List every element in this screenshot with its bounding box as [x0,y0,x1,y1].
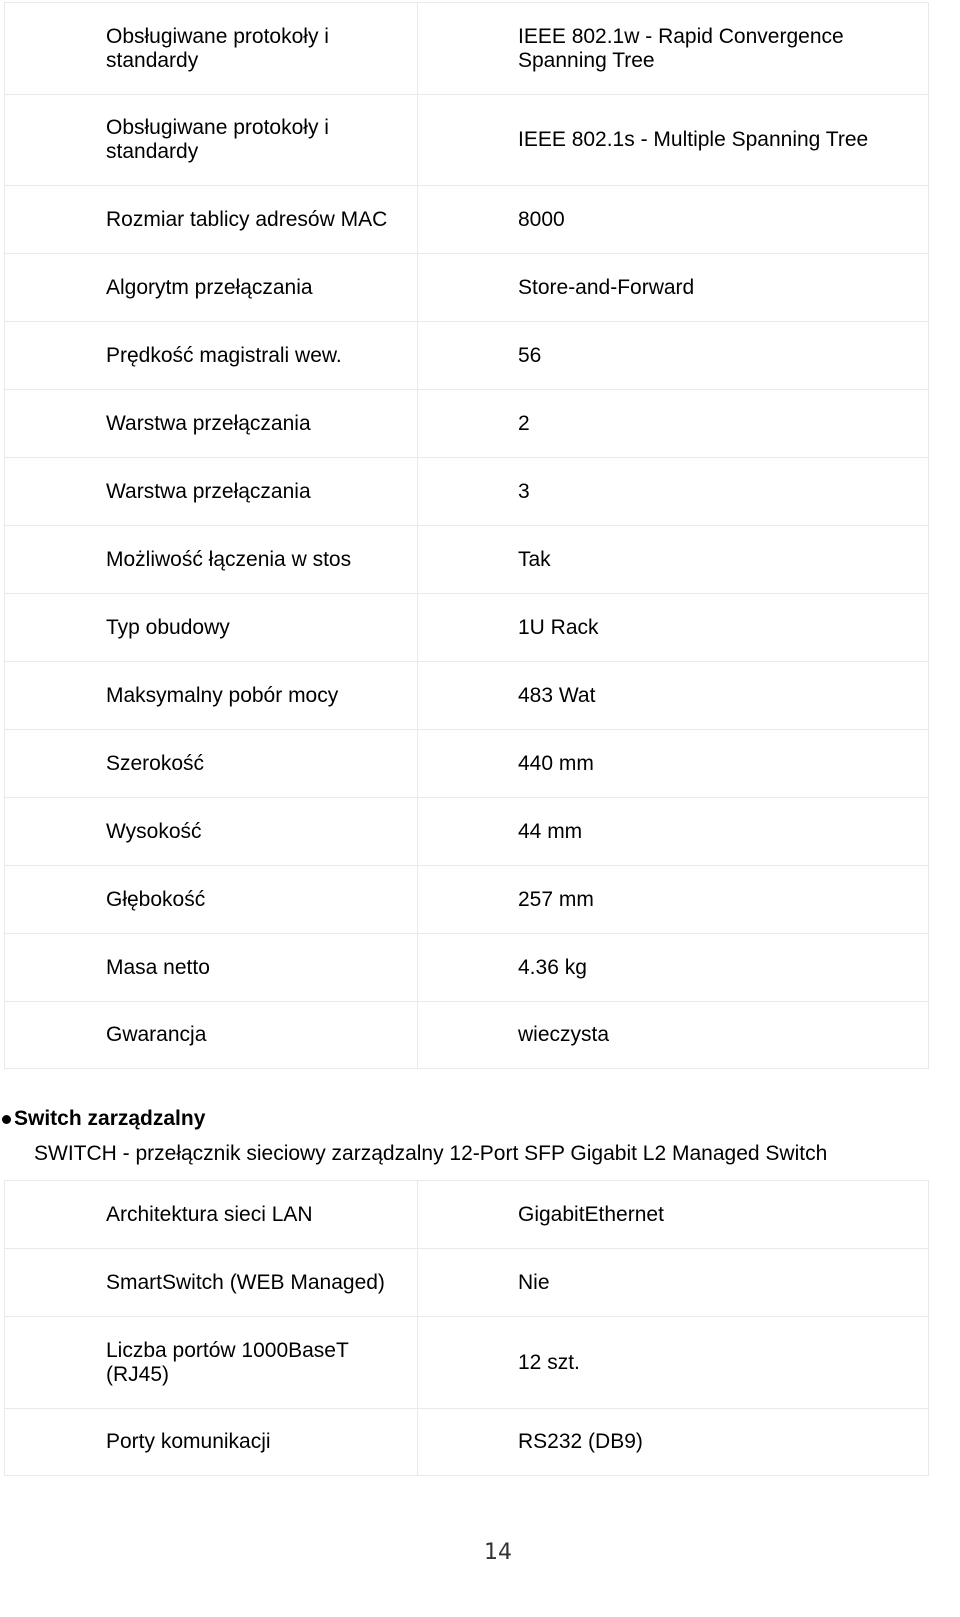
section-heading [2,1106,205,1132]
row-label: Architektura sieci LAN [5,1181,418,1249]
table-row [5,186,929,254]
row-label: Typ obudowy [5,594,418,662]
row-label: Obsługiwane protokoły i standardy [5,95,418,186]
row-label: SmartSwitch (WEB Managed) [5,1249,418,1317]
row-label: Wysokość [5,798,418,866]
row-label: Algorytm przełączania [5,254,418,322]
row-value: 1U Rack [418,594,929,662]
row-label: Warstwa przełączania [5,390,418,458]
table-row [5,866,929,934]
row-label: Masa netto [5,934,418,1002]
table-row [5,1181,929,1249]
row-value: 4.36 kg [418,934,929,1002]
row-value: 3 [418,458,929,526]
row-value: wieczysta [418,1002,929,1069]
row-value: Store-and-Forward [418,254,929,322]
row-value: 483 Wat [418,662,929,730]
table-row [5,458,929,526]
table-row [5,934,929,1002]
row-label: Maksymalny pobór mocy [5,662,418,730]
row-label: Prędkość magistrali wew. [5,322,418,390]
table-row [5,730,929,798]
row-value: GigabitEthernet [418,1181,929,1249]
row-label: Obsługiwane protokoły i standardy [5,3,418,95]
table-row [5,526,929,594]
row-label: Możliwość łączenia w stos [5,526,418,594]
section-heading-text: Switch zarządzalny [14,1107,206,1130]
table-row [5,254,929,322]
row-label: Warstwa przełączania [5,458,418,526]
row-label: Głębokość [5,866,418,934]
table-row [5,1317,929,1409]
row-label: Porty komunikacji [5,1409,418,1476]
row-value: RS232 (DB9) [418,1409,929,1476]
row-label: Rozmiar tablicy adresów MAC [5,186,418,254]
table-row [5,662,929,730]
table-row [5,1002,929,1069]
table-row [5,594,929,662]
row-value: 440 mm [418,730,929,798]
bullet-icon [2,1115,11,1124]
row-value: 8000 [418,186,929,254]
table-row [5,1249,929,1317]
row-value: IEEE 802.1s - Multiple Spanning Tree [418,95,929,186]
row-label: Gwarancja [5,1002,418,1069]
row-value: 257 mm [418,866,929,934]
row-value: 2 [418,390,929,458]
row-value: 12 szt. [418,1317,929,1409]
row-label: Liczba portów 1000BaseT (RJ45) [5,1317,418,1409]
table-row [5,1409,929,1476]
page-number: 14 [484,1540,512,1565]
table-row [5,798,929,866]
table-row [5,3,929,95]
spec-table-bottom [4,1180,929,1476]
spec-table-top [4,2,929,1069]
row-value: IEEE 802.1w - Rapid Convergence Spanning Tree [418,3,929,95]
table-row [5,390,929,458]
row-value: 44 mm [418,798,929,866]
section-description: SWITCH - przełącznik sieciowy zarządzalny 12-Port SFP Gigabit L2 Managed Switch [34,1142,828,1165]
row-label: Szerokość [5,730,418,798]
table-row [5,95,929,186]
table-row [5,322,929,390]
row-value: 56 [418,322,929,390]
row-value: Tak [418,526,929,594]
row-value: Nie [418,1249,929,1317]
